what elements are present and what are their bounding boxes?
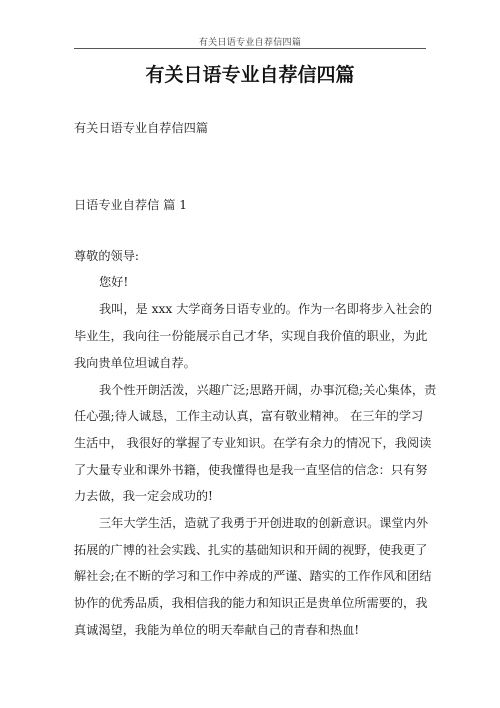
paragraph-line: 生活中， 我很好的掌握了专业知识。在学有余力的情况下，我阅读 bbox=[74, 436, 432, 450]
paragraph-line: 真诚渴望，我能为单位的明天奉献自己的青春和热血! bbox=[74, 623, 360, 637]
running-header: 有关日语专业自荐信四篇 bbox=[198, 38, 302, 48]
page-title: 有关日语专业自荐信四篇 bbox=[145, 64, 355, 86]
header-rule bbox=[74, 48, 426, 49]
paragraph-line: 三年大学生活，造就了我勇于开创进取的创新意识。课堂内外 bbox=[99, 516, 429, 530]
paragraph-line: 任心强;待人诚恳，工作主动认真，富有敬业精神。 在三年的学习 bbox=[74, 409, 424, 423]
paragraph-line: 了大量专业和课外书籍，使我懂得也是我一直坚信的信念：只有努 bbox=[74, 463, 428, 477]
greeting: 您好! bbox=[99, 275, 129, 289]
paragraph-line: 我向贵单位坦诚自荐。 bbox=[74, 356, 196, 370]
paragraph-line: 拓展的广博的社会实践、扎实的基础知识和开阔的视野，使我更了 bbox=[74, 543, 428, 557]
salutation: 尊敬的领导: bbox=[74, 249, 140, 263]
section-heading: 日语专业自荐信 篇 1 bbox=[74, 198, 188, 212]
paragraph-line: 协作的优秀品质，我相信我的能力和知识正是贵单位所需要的，我 bbox=[74, 596, 428, 610]
paragraph-line: 毕业生，我向往一份能展示自己才华，实现自我价值的职业，为此 bbox=[74, 329, 428, 343]
paragraph-line: 力去做，我一定会成功的! bbox=[74, 489, 213, 503]
subtitle: 有关日语专业自荐信四篇 bbox=[74, 121, 209, 135]
paragraph-line: 解社会;在不断的学习和工作中养成的严谨、踏实的工作作风和团结 bbox=[74, 569, 432, 583]
paragraph-line: 我个性开朗活泼，兴趣广泛;思路开阔，办事沉稳;关心集体，责 bbox=[99, 383, 437, 397]
paragraph-line: 我叫，是 xxx 大学商务日语专业的。作为一名即将步入社会的 bbox=[99, 302, 433, 316]
